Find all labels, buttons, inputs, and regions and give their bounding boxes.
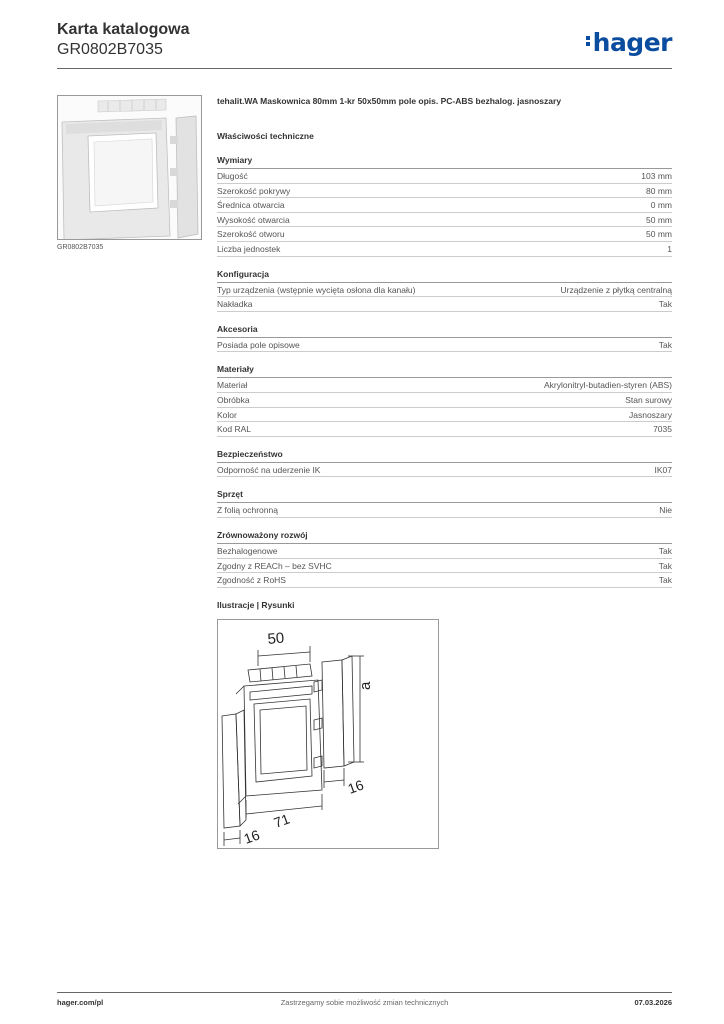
property-row: [217, 408, 672, 423]
page-header: [57, 20, 672, 65]
property-value: 50 mm: [646, 229, 672, 240]
property-label: Bezhalogenowe: [217, 545, 278, 556]
product-details: [217, 96, 672, 600]
property-label: Materiał: [217, 380, 248, 391]
property-label: Posiada pole opisowe: [217, 339, 300, 350]
section-title: Wymiary: [217, 155, 672, 169]
dimension-label-left: 16: [241, 826, 262, 847]
footer-date: 07.03.2026: [634, 998, 672, 1007]
section-configuration: [217, 269, 672, 312]
property-row: [217, 559, 672, 574]
property-value: 103 mm: [641, 171, 672, 181]
property-row: [217, 338, 672, 353]
property-value: IK07: [654, 464, 672, 475]
property-value: Tak: [658, 575, 672, 586]
property-row: [217, 503, 672, 518]
property-value: 7035: [653, 424, 672, 435]
section-sustainability: [217, 530, 672, 588]
property-value: 50 mm: [646, 214, 672, 225]
property-value: Tak: [658, 299, 672, 310]
photo-caption: GR0802B7035: [57, 244, 104, 251]
property-label: Z folią ochronną: [217, 505, 278, 516]
product-photo: [57, 95, 202, 240]
document-title: Karta katalogowa: [57, 21, 190, 38]
property-row: [217, 463, 672, 478]
section-safety: [217, 449, 672, 478]
section-title: Akcesoria: [217, 324, 672, 338]
property-row: [217, 184, 672, 199]
property-label: Wysokość otwarcia: [217, 214, 290, 225]
footer-divider: [57, 992, 672, 993]
property-value: 80 mm: [646, 185, 672, 196]
property-row: [217, 198, 672, 213]
property-label: Kolor: [217, 409, 237, 420]
property-label: Odporność na uderzenie IK: [217, 464, 321, 475]
illustrations-heading: Ilustracje | Rysunki: [217, 600, 295, 610]
section-accessories: [217, 324, 672, 353]
section-title: Zrównoważony rozwój: [217, 530, 672, 544]
property-label: Kod RAL: [217, 424, 252, 435]
property-row: [217, 378, 672, 393]
property-value: Akrylonitryl-butadien-styren (ABS): [543, 380, 672, 391]
property-label: Szerokość otworu: [217, 229, 285, 240]
property-row: [217, 544, 672, 559]
header-divider: [57, 68, 672, 69]
hager-logo: [586, 28, 672, 57]
property-row: [217, 213, 672, 228]
product-code: GR0802B7035: [57, 41, 163, 58]
property-row: [217, 393, 672, 408]
property-label: Zgodność z RoHS: [217, 575, 286, 586]
property-value: Jasnoszary: [629, 409, 672, 420]
technical-properties-heading: Właściwości techniczne: [217, 131, 314, 141]
property-label: Typ urządzenia (wstępnie wycięta osłona dla kanału): [217, 284, 416, 295]
footer-website-link[interactable]: hager.com/pl: [57, 998, 104, 1007]
property-label: Średnica otwarcia: [217, 200, 285, 211]
property-row: [217, 242, 672, 257]
dimension-label-right: 16: [345, 776, 366, 797]
property-value: Stan surowy: [625, 394, 672, 405]
property-row: [217, 422, 672, 437]
dimension-label-side: a: [357, 681, 374, 690]
section-title: Bezpieczeństwo: [217, 449, 672, 463]
property-value: Tak: [658, 545, 672, 556]
technical-drawing: [217, 619, 439, 849]
property-row: [217, 573, 672, 588]
property-label: Zgodny z REACh – bez SVHC: [217, 560, 332, 571]
property-label: Obróbka: [217, 394, 250, 405]
property-label: Liczba jednostek: [217, 243, 281, 254]
section-title: Sprzęt: [217, 489, 672, 503]
property-row: [217, 283, 672, 298]
property-value: Nie: [659, 505, 672, 516]
property-value: 0 mm: [650, 200, 672, 211]
section-title: Konfiguracja: [217, 269, 672, 283]
property-row: [217, 169, 672, 184]
property-row: [217, 227, 672, 242]
product-name: tehalit.WA Maskownica 80mm 1-kr 50x50mm pole opis. PC-ABS bezhalog. jasnoszary: [217, 96, 562, 106]
property-row: [217, 297, 672, 312]
product-photo-image: [58, 96, 202, 240]
dimension-label-mid: 71: [271, 810, 292, 831]
property-label: Nakładka: [217, 299, 253, 310]
footer-disclaimer: Zastrzegamy sobie możliwość zmian technicznych: [280, 998, 449, 1007]
logo-dots-icon: [586, 34, 591, 48]
property-value: Urządzenie z płytką centralną: [560, 284, 672, 295]
logo-text: hager: [592, 28, 672, 57]
section-dimensions: [217, 155, 672, 257]
dimension-label-top: 50: [266, 629, 285, 648]
section-title: Materiały: [217, 364, 672, 378]
property-value: Tak: [658, 560, 672, 571]
property-value: Tak: [658, 339, 672, 350]
section-hardware: [217, 489, 672, 518]
section-materials: [217, 364, 672, 436]
property-value: 1: [667, 243, 672, 254]
technical-drawing-image: [218, 620, 438, 848]
property-label: Długość: [217, 171, 248, 181]
property-label: Szerokość pokrywy: [217, 185, 291, 196]
